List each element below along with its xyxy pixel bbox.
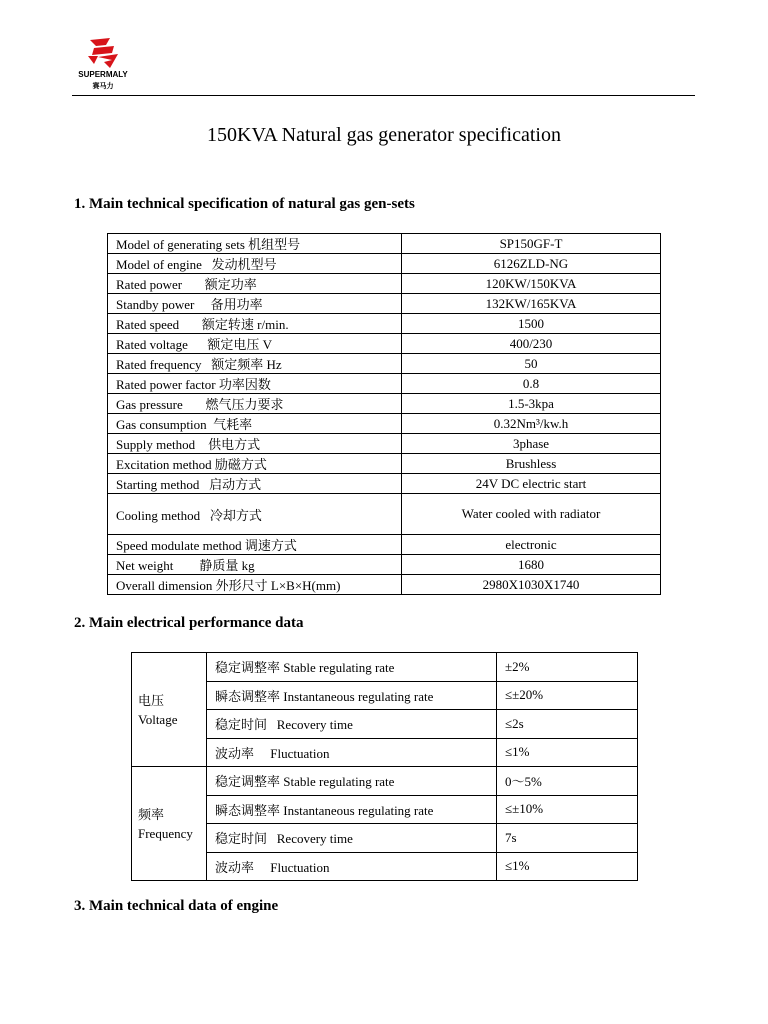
table-row: [132, 824, 638, 853]
logo-chinese-text: 赛马力: [92, 82, 114, 90]
table-row: [108, 535, 661, 555]
table-row: [108, 374, 661, 394]
spec-parameter: Rated power factor 功率因数: [108, 374, 402, 394]
spec-value: 1680: [402, 555, 661, 575]
spec-value: SP150GF-T: [402, 234, 661, 254]
table-row: [108, 454, 661, 474]
table-row: [108, 234, 661, 254]
spec-parameter: Rated voltage 额定电压 V: [108, 334, 402, 354]
logo-text: SUPERMALY: [78, 70, 128, 79]
spec-value: 6126ZLD-NG: [402, 254, 661, 274]
table-row: [108, 394, 661, 414]
table-row: [108, 555, 661, 575]
frequency-group-label: [132, 767, 207, 881]
table-row: [108, 474, 661, 494]
performance-parameter: 波动率 Fluctuation: [207, 852, 497, 881]
performance-value: ≤1%: [497, 852, 638, 881]
supermaly-logo-icon: [84, 36, 122, 70]
voltage-label-cn: 电压: [138, 692, 165, 708]
section-heading-1: 1. Main technical specification of natural gas gen-sets: [74, 196, 415, 212]
performance-value: ≤1%: [497, 738, 638, 767]
spec-value: 400/230: [402, 334, 661, 354]
table-row: [108, 354, 661, 374]
spec-parameter: Standby power 备用功率: [108, 294, 402, 314]
spec-parameter: Supply method 供电方式: [108, 434, 402, 454]
performance-parameter: 稳定时间 Recovery time: [207, 824, 497, 853]
frequency-label-en: Frequency: [138, 825, 193, 841]
performance-value: 0～5%: [497, 767, 638, 796]
table-row: [132, 653, 638, 682]
section-heading-3: 3. Main technical data of engine: [74, 898, 279, 914]
table-row: [132, 738, 638, 767]
table-row: [108, 494, 661, 535]
table-row: [108, 314, 661, 334]
table-row: [132, 710, 638, 739]
spec-parameter: Model of engine 发动机型号: [108, 254, 402, 274]
spec-value: 1.5-3kpa: [402, 394, 661, 414]
spec-value: 2980X1030X1740: [402, 575, 661, 595]
frequency-label-cn: 频率: [138, 806, 165, 822]
table-row: [108, 434, 661, 454]
table-row: [108, 274, 661, 294]
spec-parameter: Rated frequency 额定频率 Hz: [108, 354, 402, 374]
performance-parameter: 稳定时间 Recovery time: [207, 710, 497, 739]
table-row: [132, 767, 638, 796]
table-row: [132, 852, 638, 881]
spec-value: 132KW/165KVA: [402, 294, 661, 314]
performance-parameter: 稳定调整率 Stable regulating rate: [207, 653, 497, 682]
table-row: [108, 334, 661, 354]
performance-parameter: 瞬态调整率 Instantaneous regulating rate: [207, 681, 497, 710]
performance-parameter: 波动率 Fluctuation: [207, 738, 497, 767]
spec-value: 0.32Nm³/kw.h: [402, 414, 661, 434]
spec-value: 1500: [402, 314, 661, 334]
spec-parameter: Model of generating sets 机组型号: [108, 234, 402, 254]
spec-value: 120KW/150KVA: [402, 274, 661, 294]
spec-parameter: Net weight 静质量 kg: [108, 555, 402, 575]
header-divider: [72, 95, 695, 96]
performance-value: ≤±20%: [497, 681, 638, 710]
spec-value: 50: [402, 354, 661, 374]
performance-value: 7s: [497, 824, 638, 853]
performance-value: ≤2s: [497, 710, 638, 739]
table-row: [108, 294, 661, 314]
electrical-performance-table: [131, 652, 638, 881]
spec-value: Water cooled with radiator: [402, 494, 661, 535]
company-logo: [72, 36, 134, 96]
table-row: [108, 414, 661, 434]
voltage-group-label: [132, 653, 207, 767]
spec-parameter: Speed modulate method 调速方式: [108, 535, 402, 555]
spec-value: 0.8: [402, 374, 661, 394]
spec-value: electronic: [402, 535, 661, 555]
voltage-label-en: Voltage: [138, 711, 178, 727]
section-heading-2: 2. Main electrical performance data: [74, 615, 304, 631]
table-row: [108, 254, 661, 274]
spec-value: Brushless: [402, 454, 661, 474]
spec-parameter: Rated speed 额定转速 r/min.: [108, 314, 402, 334]
spec-parameter: Excitation method 励磁方式: [108, 454, 402, 474]
performance-value: ≤±10%: [497, 795, 638, 824]
performance-parameter: 稳定调整率 Stable regulating rate: [207, 767, 497, 796]
table-row: [132, 795, 638, 824]
page-title: 150KVA Natural gas generator specification: [207, 124, 561, 146]
table-row: [132, 681, 638, 710]
spec-parameter: Starting method 启动方式: [108, 474, 402, 494]
spec-value: 24V DC electric start: [402, 474, 661, 494]
spec-parameter: Rated power 额定功率: [108, 274, 402, 294]
spec-parameter: Overall dimension 外形尺寸 L×B×H(mm): [108, 575, 402, 595]
spec-parameter: Gas consumption 气耗率: [108, 414, 402, 434]
spec-parameter: Gas pressure 燃气压力要求: [108, 394, 402, 414]
performance-parameter: 瞬态调整率 Instantaneous regulating rate: [207, 795, 497, 824]
spec-parameter: Cooling method 冷却方式: [108, 494, 402, 535]
spec-table: [107, 233, 661, 595]
table-row: [108, 575, 661, 595]
spec-value: 3phase: [402, 434, 661, 454]
performance-value: ±2%: [497, 653, 638, 682]
